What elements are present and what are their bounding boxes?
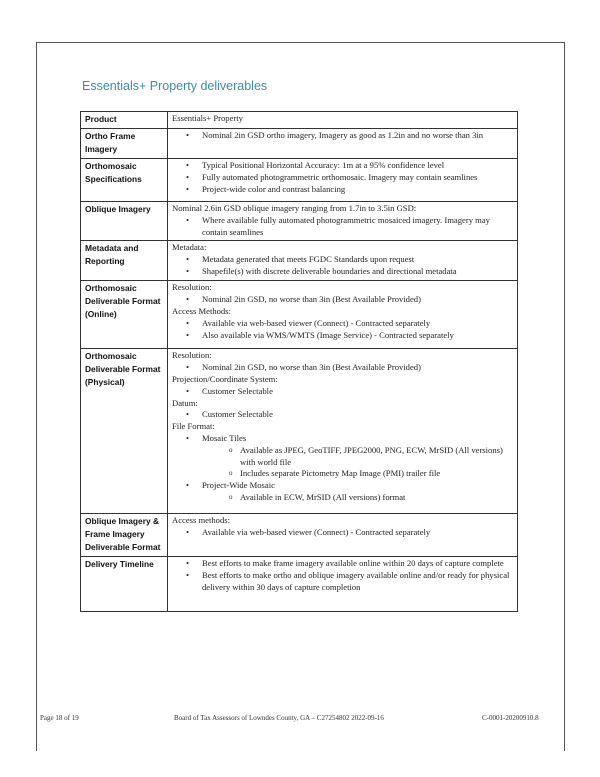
section-title: Essentials+ Property deliverables bbox=[82, 79, 268, 93]
footer-center: Board of Tax Assessors of Lowndes County, GA – C27254802 2022-09-16 bbox=[174, 714, 384, 722]
bullet-item: • Typical Positional Horizontal Accuracy: 1m at a 95% confidence level bbox=[172, 160, 514, 172]
table-row bbox=[81, 281, 518, 349]
content-heading: Resolution: bbox=[172, 350, 212, 361]
bullet-item: • Nominal 2in GSD ortho imagery, Imagery as good as 1.2in and no worse than 3in bbox=[172, 130, 514, 142]
bullet-item: • Customer Selectable bbox=[172, 409, 514, 421]
content-heading: File Format: bbox=[172, 421, 215, 432]
bullet-item: o Available in ECW, MrSID (All versions) format bbox=[172, 492, 514, 504]
bullet-item: • Fully automated photogrammetric orthomosaic. Imagery may contain seamlines bbox=[172, 172, 514, 184]
content-heading: Access methods: bbox=[172, 515, 230, 526]
row-content bbox=[168, 349, 518, 514]
bullet-item: • Also available via WMS/WMTS (Image Service) - Contracted separately bbox=[172, 330, 514, 342]
doc-id: C-0001-20200910.8 bbox=[482, 714, 539, 722]
bullet-item: • Nominal 2in GSD, no worse than 3in (Best Available Provided) bbox=[172, 294, 514, 306]
bullet-item: o Includes separate Pictometry Map Image (PMI) trailer file bbox=[172, 468, 514, 480]
row-label: Delivery Timeline bbox=[81, 557, 168, 612]
row-label: Oblique Imagery & Frame Imagery Deliverable Format bbox=[81, 514, 168, 557]
row-content bbox=[168, 557, 518, 612]
content-heading: Access Methods: bbox=[172, 305, 231, 316]
table-row bbox=[81, 241, 518, 281]
bullet-item: • Best efforts to make frame imagery available online within 20 days of capture complete bbox=[172, 558, 514, 570]
header-product: Product bbox=[81, 112, 168, 129]
table-row bbox=[81, 129, 518, 159]
bullet-item: • Best efforts to make ortho and oblique imagery available online and/or ready for physical delivery within 30 days of capture completion bbox=[172, 570, 514, 594]
table-row bbox=[81, 159, 518, 202]
content-heading: Resolution: bbox=[172, 282, 212, 293]
header-value: Essentials+ Property bbox=[168, 112, 518, 129]
row-label: Orthomosaic Deliverable Format (Physical) bbox=[81, 349, 168, 514]
row-content bbox=[168, 159, 518, 202]
row-label: Oblique Imagery bbox=[81, 202, 168, 241]
bullet-item: • Metadata generated that meets FGDC Standards upon request bbox=[172, 254, 514, 266]
bullet-item: • Mosaic Tiles bbox=[172, 433, 514, 445]
table-row bbox=[81, 202, 518, 241]
row-content bbox=[168, 281, 518, 349]
content-heading: Metadata: bbox=[172, 242, 207, 253]
row-content bbox=[168, 241, 518, 281]
row-content bbox=[168, 202, 518, 241]
row-label: Ortho Frame Imagery bbox=[81, 129, 168, 159]
table-row bbox=[81, 557, 518, 612]
bullet-item: • Available via web-based viewer (Connect) - Contracted separately bbox=[172, 527, 514, 539]
row-label: Metadata and Reporting bbox=[81, 241, 168, 281]
row-label: Orthomosaic Specifications bbox=[81, 159, 168, 202]
row-content bbox=[168, 514, 518, 557]
table-header-row bbox=[81, 112, 518, 129]
table-row bbox=[81, 349, 518, 514]
bullet-item: • Nominal 2in GSD, no worse than 3in (Best Available Provided) bbox=[172, 362, 514, 374]
row-content bbox=[168, 129, 518, 159]
row-label: Orthomosaic Deliverable Format (Online) bbox=[81, 281, 168, 349]
bullet-item: • Project-wide color and contrast balancing bbox=[172, 184, 514, 196]
content-heading: Datum: bbox=[172, 397, 198, 408]
bullet-item: • Project-Wide Mosaic bbox=[172, 480, 514, 492]
content-heading: Projection/Coordinate System: bbox=[172, 373, 278, 384]
table-row bbox=[81, 514, 518, 557]
content-heading: Nominal 2.6in GSD oblique imagery ranging from 1.7in to 3.5in GSD: bbox=[172, 203, 417, 213]
bullet-item: • Available via web-based viewer (Connect) - Contracted separately bbox=[172, 318, 514, 330]
bullet-item: o Available as JPEG, GeoTIFF, JPEG2000, PNG, ECW, MrSID (All versions) with world file bbox=[172, 445, 514, 469]
bullet-item: • Shapefile(s) with discrete deliverable boundaries and directional metadata bbox=[172, 266, 514, 278]
bullet-item: • Where available fully automated photogrammetric mosaiced imagery. Imagery may contain seamlines bbox=[172, 215, 514, 239]
bullet-item: • Customer Selectable bbox=[172, 386, 514, 398]
page-number: Page 18 of 19 bbox=[40, 714, 79, 722]
deliverables-table bbox=[80, 111, 518, 612]
